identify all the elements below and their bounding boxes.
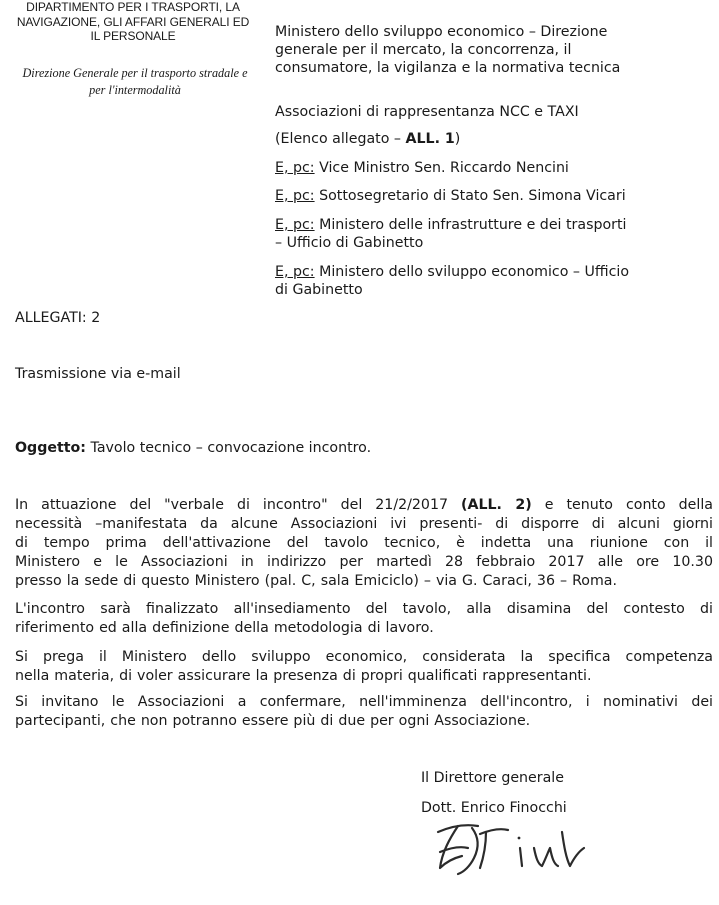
paragraph-2-line-2: riferimento ed alla definizione della metodologia di lavoro. [15,620,434,636]
attachment-ref-1: ALL. 1 [405,131,455,147]
department-line-3: IL PERSONALE [90,29,176,43]
subject-text: Tavolo tecnico – convocazione incontro. [90,440,372,456]
paragraph-2-line-1: L'incontro sarà finalizzato all'insediamento del tavolo, alla disamina del contesto di [15,601,713,617]
list-note-prefix: (Elenco allegato – [275,131,406,147]
paragraph-1-line-5: presso la sede di questo Ministero (pal. C, sala Emiciclo) – via G. Caraci, 36 – Roma. [15,573,618,589]
cc-recipient-2 [275,187,626,205]
paragraph-4-line-2: partecipanti, che non potranno essere più di due per ogni Associazione. [15,713,531,729]
cc-recipient-4 [275,263,629,299]
paragraph-3-line-1: Si prega il Ministero dello sviluppo economico, considerata la specifica competenza [15,649,713,665]
cc-label: E, pc: [275,188,315,204]
cc-recipient-1 [275,159,569,177]
recipient-ministry-line-3: consumatore, la vigilanza e la normativa tecnica [275,60,621,76]
associations-list-note [275,130,460,148]
cc-label: E, pc: [275,217,315,233]
recipient-associations: Associazioni di rappresentanza NCC e TAXI [275,104,579,120]
cc-label: E, pc: [275,264,315,280]
signatory-name: Dott. Enrico Finocchi [421,800,567,816]
paragraph-1-text-b: e tenuto conto della [531,497,713,513]
handwritten-signature [428,818,598,880]
paragraph-1-text-a: In attuazione del "verbale di incontro" del 21/2/2017 [15,497,462,513]
recipient-ministry [275,23,620,77]
cc-recipient-3-line-2: – Ufficio di Gabinetto [275,235,424,251]
paragraph-3 [15,648,713,686]
paragraph-1-line-3: di tempo prima dell'attivazione del tavolo tecnico, è indetta una riunione con il [15,535,713,551]
signatory-role: Il Direttore generale [421,770,564,786]
cc-recipient-4-line-1: Ministero dello sviluppo economico – Ufficio [319,264,630,280]
direction-line-2: per l'intermodalità [89,83,181,97]
department-header [8,0,258,44]
cc-recipient-2-line-1: Sottosegretario di Stato Sen. Simona Vicari [319,188,626,204]
recipient-ministry-line-2: generale per il mercato, la concorrenza, il [275,42,572,58]
paragraph-1-line-2: necessità –manifestata da alcune Associazioni ivi presenti- di disporre di alcuni giorni [15,516,713,532]
cc-recipient-3 [275,216,627,252]
recipient-ministry-line-1: Ministero dello sviluppo economico – Direzione [275,24,608,40]
cc-label: E, pc: [275,160,315,176]
paragraph-4-line-1: Si invitano le Associazioni a confermare, nell'imminenza dell'incontro, i nominativi dei [15,694,713,710]
direction-header [4,65,266,99]
subject-line [15,440,371,456]
direction-line-1: Direzione Generale per il trasporto stradale e [22,66,248,80]
department-line-2: NAVIGAZIONE, GLI AFFARI GENERALI ED [16,14,250,29]
paragraph-1 [15,496,713,591]
subject-label: Oggetto: [15,440,86,456]
attachments-count: ALLEGATI: 2 [15,310,101,326]
cc-recipient-4-line-2: di Gabinetto [275,282,363,298]
paragraph-4 [15,693,713,731]
paragraph-2 [15,600,713,638]
department-line-1: DIPARTIMENTO PER I TRASPORTI, LA [26,0,240,14]
paragraph-1-line-4: Ministero e le Associazioni in indirizzo per martedì 28 febbraio 2017 alle ore 10.30 [15,554,713,570]
list-note-suffix: ) [454,131,461,147]
paragraph-1-line-1 [15,496,713,515]
paragraph-3-line-2: nella materia, di voler assicurare la presenza di propri qualificati rappresentanti. [15,668,592,684]
transmission-mode: Trasmissione via e-mail [15,366,181,382]
cc-recipient-3-line-1: Ministero delle infrastrutture e dei trasporti [319,217,627,233]
cc-recipient-1-line-1: Vice Ministro Sen. Riccardo Nencini [319,160,569,176]
attachment-ref-2: (ALL. 2) [461,497,532,513]
